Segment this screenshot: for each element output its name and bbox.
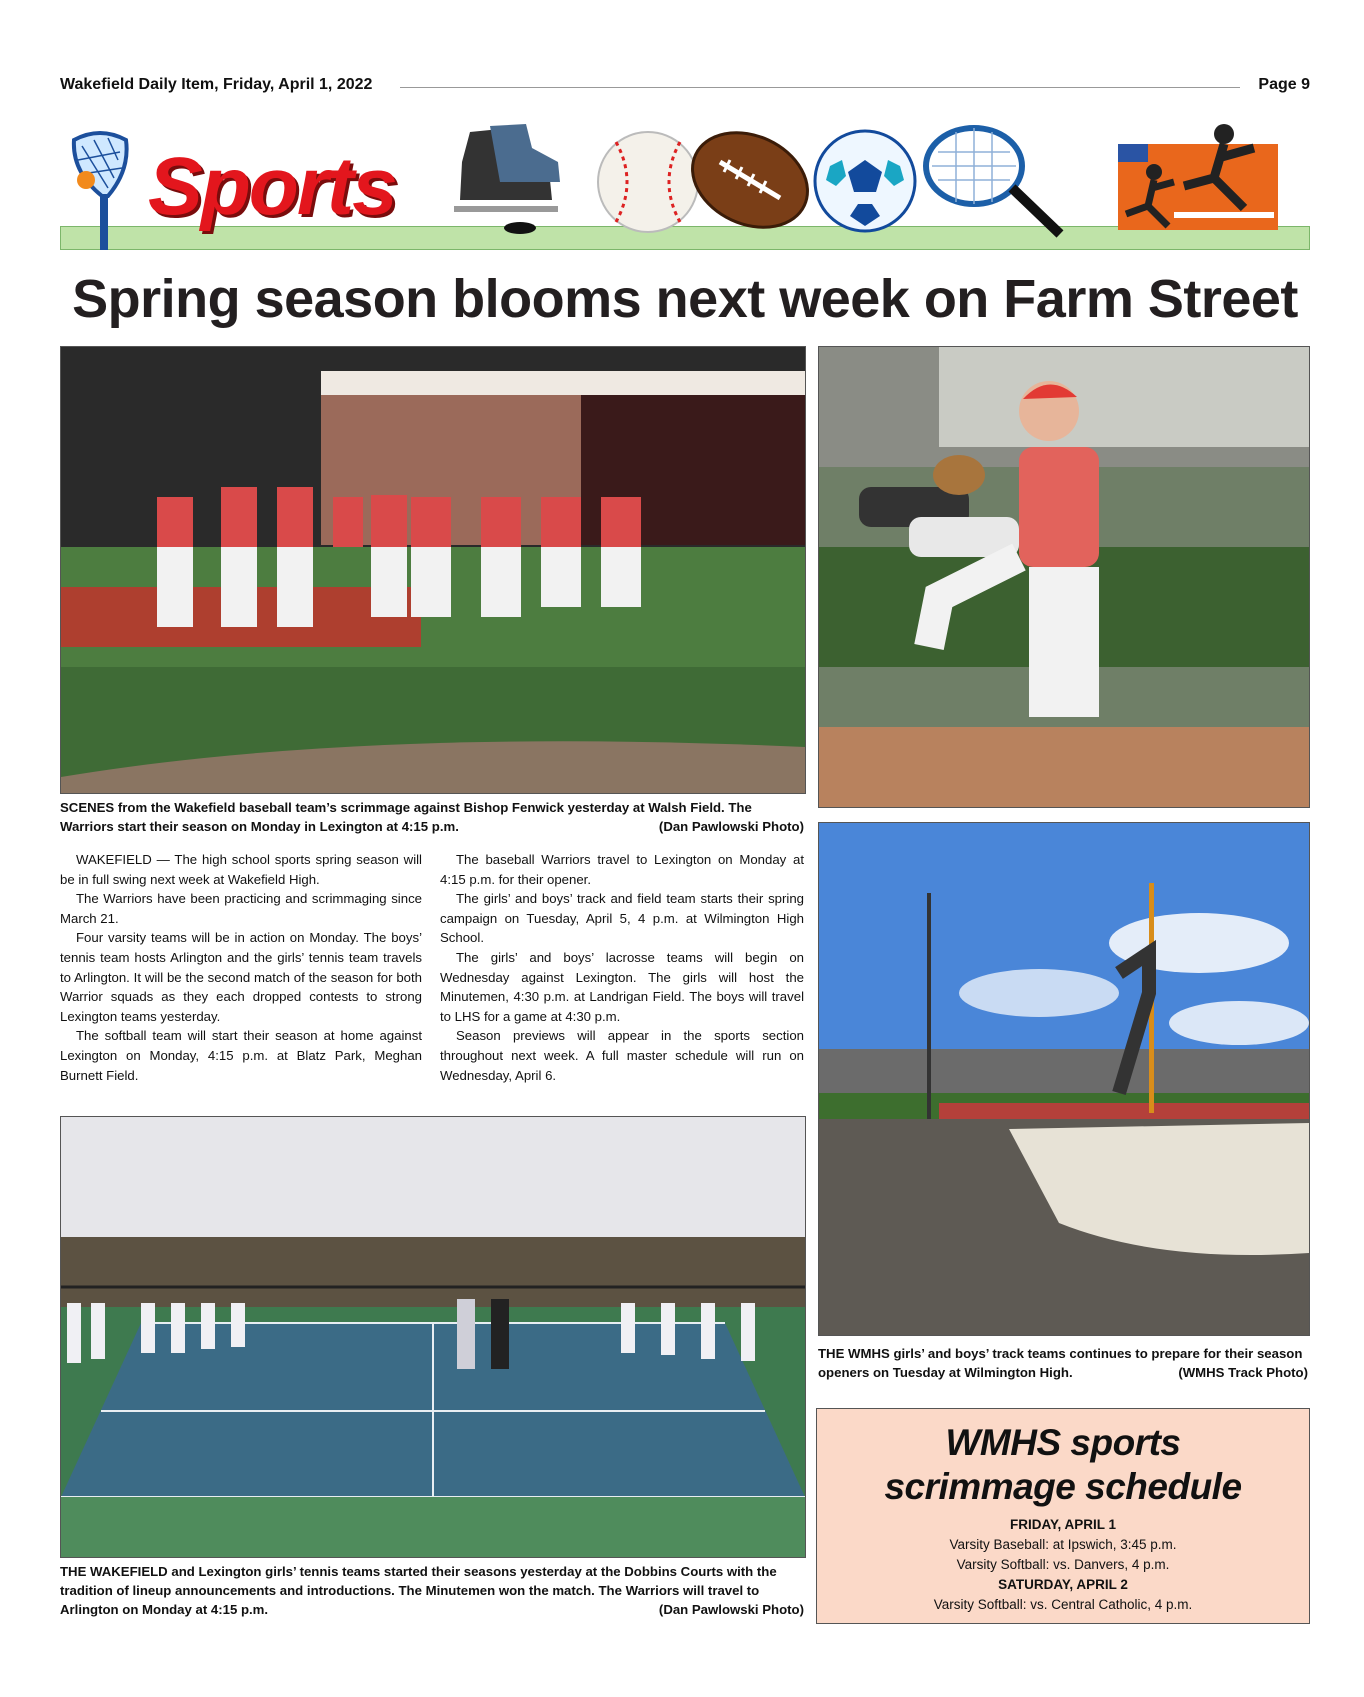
lacrosse-stick-icon — [64, 130, 136, 252]
soccer-ball-icon — [810, 126, 920, 236]
baseball-dugout-photo — [60, 346, 806, 794]
headline: Spring season blooms next week on Farm Street — [72, 269, 1298, 329]
dugout-photo-credit: (Dan Pawlowski Photo) — [658, 819, 804, 834]
schedule-list — [817, 1515, 1309, 1615]
running-head — [60, 74, 1310, 98]
track-photo — [818, 822, 1310, 1336]
publication-dateline: Wakefield Daily Item, Friday, April 1, 2022 — [60, 76, 373, 93]
schedule-title-line-2: scrimmage schedule — [884, 1466, 1242, 1507]
dugout-caption — [60, 798, 804, 836]
schedule-title-line-1: WMHS sports — [945, 1422, 1181, 1463]
article-paragraph: The baseball Warriors travel to Lexington on Monday at 4:15 p.m. for their opener. — [440, 852, 804, 887]
article-paragraph: Season previews will appear in the sports section throughout next week. A full master schedule will run on Wednesday, April 6. — [440, 1028, 804, 1083]
article-paragraph: WAKEFIELD — The high school sports spring season will be in full swing next week at Wakefield High. — [60, 852, 422, 887]
article-paragraph: The softball team will start their season at home against Lexington on Monday, 4:15 p.m. at Blatz Park, Meghan Burnett Field. — [60, 1028, 422, 1083]
schedule-item: Varsity Baseball: at Ipswich, 3:45 p.m. — [949, 1537, 1177, 1552]
dugout-caption-text: SCENES from the Wakefield baseball team’s scrimmage against Bishop Fenwick yesterday at Walsh Field. The Warriors start their season on Monday in Lexington at 4:15 p.m. — [60, 800, 752, 834]
tennis-caption — [60, 1562, 804, 1619]
article-paragraph: The Warriors have been practicing and scrimmaging since March 21. — [60, 891, 422, 926]
schedule-item: Varsity Softball: vs. Danvers, 4 p.m. — [956, 1557, 1170, 1572]
schedule-day: SATURDAY, APRIL 2 — [998, 1577, 1128, 1592]
schedule-day: FRIDAY, APRIL 1 — [1009, 1517, 1117, 1532]
page-number: Page 9 — [1258, 76, 1310, 93]
article-paragraph: The girls’ and boys’ lacrosse teams will begin on Wednesday against Lexington. The girls will host the Minutemen, 4:30 p.m. at Landrigan Field. The boys will travel to LHS for a game at 4:30 p.m. — [440, 949, 804, 1024]
hurdlers-icon — [1114, 122, 1284, 234]
sports-banner — [60, 122, 1310, 254]
article-column-1 — [60, 850, 422, 1085]
article-paragraph: Four varsity teams will be in action on Monday. The boys’ tennis team hosts Arlington and the girls’ tennis team travels to Arlington. It will be the second match of the season for both Warrior squads as they each dropped contests to strong Lexington teams yesterday. — [60, 930, 422, 1024]
tennis-caption-text: THE WAKEFIELD and Lexington girls’ tennis teams started their seasons yesterday at the Dobbins Courts with the tradition of lineup announcements and introductions. The Minutemen won the match. The Warriors will travel to Arlington on Monday at 4:15 p.m. — [60, 1564, 777, 1617]
hockey-skates-icon — [440, 122, 570, 242]
sports-logo: Sports — [148, 141, 396, 232]
track-photo-credit: (WMHS Track Photo) — [1178, 1365, 1308, 1380]
track-caption — [818, 1344, 1308, 1382]
track-caption-text: THE WMHS girls’ and boys’ track teams continues to prepare for their season openers on Tuesday at Wilmington High. — [818, 1346, 1303, 1380]
tennis-racket-icon — [920, 122, 1070, 242]
article-paragraph: The girls’ and boys’ track and field team starts their spring campaign on Tuesday, April 5, 4 p.m. at Wilmington High School. — [440, 891, 804, 946]
football-icon — [686, 122, 814, 240]
schedule-item: Varsity Softball: vs. Central Catholic, 4 p.m. — [933, 1597, 1193, 1612]
scrimmage-schedule-box — [816, 1408, 1310, 1624]
header-rule — [400, 87, 1240, 88]
tennis-photo-credit: (Dan Pawlowski Photo) — [658, 1602, 804, 1617]
article-column-2 — [440, 850, 804, 1085]
pitcher-photo — [818, 346, 1310, 808]
tennis-photo — [60, 1116, 806, 1558]
schedule-title — [817, 1421, 1309, 1509]
